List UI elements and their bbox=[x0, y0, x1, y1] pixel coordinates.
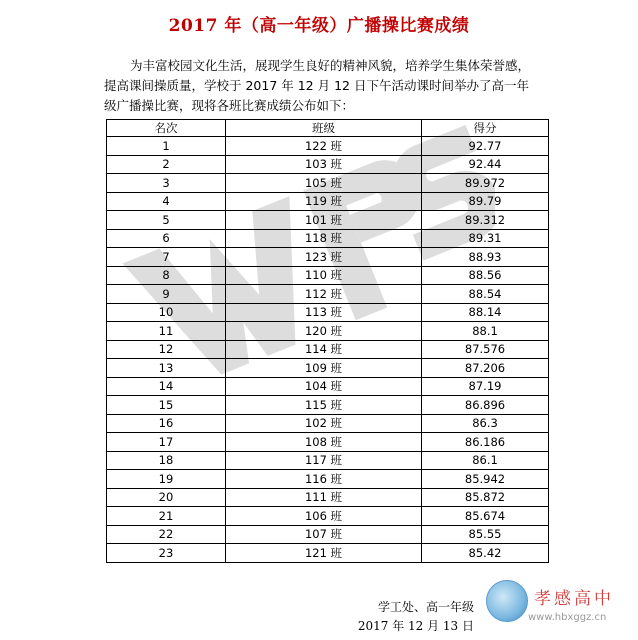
cell-rank: 1 bbox=[107, 137, 226, 156]
cell-class: 122 班 bbox=[226, 137, 422, 156]
cell-class: 112 班 bbox=[226, 285, 422, 304]
table-header-row bbox=[107, 120, 549, 137]
table-row bbox=[107, 340, 549, 359]
cell-rank: 17 bbox=[107, 433, 226, 452]
cell-class: 116 班 bbox=[226, 470, 422, 489]
table-row bbox=[107, 285, 549, 304]
footer-signature bbox=[0, 598, 474, 636]
cell-rank: 8 bbox=[107, 266, 226, 285]
cell-rank: 19 bbox=[107, 470, 226, 489]
cell-rank: 15 bbox=[107, 396, 226, 415]
header-class: 班级 bbox=[226, 120, 422, 137]
cell-rank: 4 bbox=[107, 192, 226, 211]
cell-class: 121 班 bbox=[226, 544, 422, 563]
cell-class: 111 班 bbox=[226, 488, 422, 507]
cell-class: 110 班 bbox=[226, 266, 422, 285]
school-name: 孝感高中 bbox=[534, 589, 614, 609]
footer-date: 2017 年 12 月 13 日 bbox=[357, 619, 474, 633]
cell-score: 88.1 bbox=[422, 322, 549, 341]
cell-score: 89.312 bbox=[422, 211, 549, 230]
footer-issuer: 学工处、高一年级 bbox=[377, 600, 474, 614]
table-row bbox=[107, 303, 549, 322]
header-score: 得分 bbox=[422, 120, 549, 137]
table-row bbox=[107, 229, 549, 248]
cell-score: 86.186 bbox=[422, 433, 549, 452]
cell-score: 88.93 bbox=[422, 248, 549, 267]
cell-score: 89.972 bbox=[422, 174, 549, 193]
cell-rank: 12 bbox=[107, 340, 226, 359]
cell-rank: 10 bbox=[107, 303, 226, 322]
cell-rank: 9 bbox=[107, 285, 226, 304]
cell-class: 105 班 bbox=[226, 174, 422, 193]
header-rank: 名次 bbox=[107, 120, 226, 137]
cell-score: 85.674 bbox=[422, 507, 549, 526]
document-title: 2017 年（高一年级）广播操比赛成绩 bbox=[168, 16, 470, 36]
table-row bbox=[107, 525, 549, 544]
table-row bbox=[107, 211, 549, 230]
intro-paragraph: 为丰富校园文化生活，展现学生良好的精神风貌，培养学生集体荣誉感，提高课间操质量，学校于 2017 年 12 月 12 日下午活动课时间举办了高一年级广播操比赛，现将各班比赛成绩公布如下： bbox=[104, 58, 531, 113]
cell-rank: 6 bbox=[107, 229, 226, 248]
table-row bbox=[107, 377, 549, 396]
table-row bbox=[107, 414, 549, 433]
cell-class: 109 班 bbox=[226, 359, 422, 378]
cell-class: 108 班 bbox=[226, 433, 422, 452]
cell-score: 85.42 bbox=[422, 544, 549, 563]
cell-score: 85.55 bbox=[422, 525, 549, 544]
table-row bbox=[107, 451, 549, 470]
cell-class: 114 班 bbox=[226, 340, 422, 359]
cell-score: 87.576 bbox=[422, 340, 549, 359]
cell-score: 87.206 bbox=[422, 359, 549, 378]
table-row bbox=[107, 544, 549, 563]
cell-class: 101 班 bbox=[226, 211, 422, 230]
cell-rank: 11 bbox=[107, 322, 226, 341]
cell-class: 104 班 bbox=[226, 377, 422, 396]
school-url: www.hbxggz.cn bbox=[528, 612, 607, 623]
table-body bbox=[107, 137, 549, 563]
cell-rank: 23 bbox=[107, 544, 226, 563]
cell-class: 115 班 bbox=[226, 396, 422, 415]
cell-score: 88.14 bbox=[422, 303, 549, 322]
cell-score: 89.31 bbox=[422, 229, 549, 248]
school-emblem-icon bbox=[486, 580, 528, 622]
cell-score: 86.3 bbox=[422, 414, 549, 433]
cell-score: 86.1 bbox=[422, 451, 549, 470]
cell-score: 89.79 bbox=[422, 192, 549, 211]
table-row bbox=[107, 248, 549, 267]
cell-class: 117 班 bbox=[226, 451, 422, 470]
cell-rank: 16 bbox=[107, 414, 226, 433]
school-logo bbox=[486, 580, 631, 636]
cell-class: 107 班 bbox=[226, 525, 422, 544]
cell-score: 88.54 bbox=[422, 285, 549, 304]
table-row bbox=[107, 507, 549, 526]
table-row bbox=[107, 155, 549, 174]
cell-score: 88.56 bbox=[422, 266, 549, 285]
cell-rank: 18 bbox=[107, 451, 226, 470]
table-row bbox=[107, 488, 549, 507]
cell-class: 106 班 bbox=[226, 507, 422, 526]
cell-score: 85.942 bbox=[422, 470, 549, 489]
cell-class: 118 班 bbox=[226, 229, 422, 248]
cell-class: 103 班 bbox=[226, 155, 422, 174]
cell-class: 102 班 bbox=[226, 414, 422, 433]
cell-rank: 7 bbox=[107, 248, 226, 267]
table-row bbox=[107, 470, 549, 489]
score-table bbox=[106, 119, 549, 563]
cell-rank: 3 bbox=[107, 174, 226, 193]
table-row bbox=[107, 137, 549, 156]
cell-score: 92.44 bbox=[422, 155, 549, 174]
cell-rank: 21 bbox=[107, 507, 226, 526]
table-row bbox=[107, 359, 549, 378]
table-row bbox=[107, 396, 549, 415]
cell-score: 86.896 bbox=[422, 396, 549, 415]
cell-rank: 14 bbox=[107, 377, 226, 396]
table-row bbox=[107, 192, 549, 211]
table-row bbox=[107, 174, 549, 193]
cell-rank: 22 bbox=[107, 525, 226, 544]
cell-class: 120 班 bbox=[226, 322, 422, 341]
cell-class: 119 班 bbox=[226, 192, 422, 211]
cell-rank: 5 bbox=[107, 211, 226, 230]
cell-class: 123 班 bbox=[226, 248, 422, 267]
table-row bbox=[107, 266, 549, 285]
cell-rank: 20 bbox=[107, 488, 226, 507]
cell-class: 113 班 bbox=[226, 303, 422, 322]
cell-rank: 2 bbox=[107, 155, 226, 174]
table-row bbox=[107, 322, 549, 341]
table-row bbox=[107, 433, 549, 452]
cell-score: 92.77 bbox=[422, 137, 549, 156]
cell-score: 85.872 bbox=[422, 488, 549, 507]
cell-score: 87.19 bbox=[422, 377, 549, 396]
cell-rank: 13 bbox=[107, 359, 226, 378]
